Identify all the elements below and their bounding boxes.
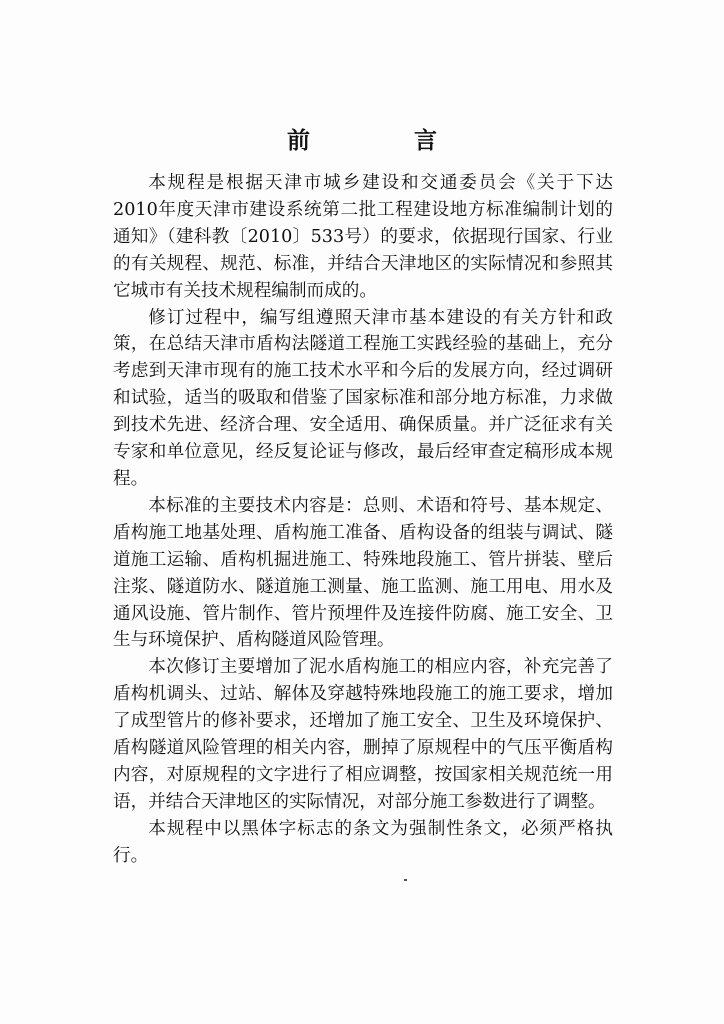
- preface-body: [113, 170, 613, 870]
- paragraph-2: 修订过程中，编写组遵照天津市基本建设的有关方针和政策，在总结天津市盾构法隧道工程施工实践经验的基础上，充分考虑到天津市现有的施工技术水平和今后的发展方向，经过调研和试验，适当的吸取和借鉴了国家标准和部分地方标准，力求做到技术先进、经济合理、安全适用、确保质量。并广泛征求有关专家和单位意见，经反复论证与修改，最后经审查定稿形成本规程。: [113, 307, 613, 489]
- page-title: 前 言: [286, 128, 485, 154]
- scan-speck: [404, 879, 407, 881]
- paragraph-1: 本规程是根据天津市城乡建设和交通委员会《关于下达2010年度天津市建设系统第二批工程建设地方标准编制计划的通知》（建科教〔2010〕533号）的要求，依据现行国家、行业的有关规程、规范、标准，并结合天津地区的实际情况和参照其它城市有关技术规程编制而成的。: [113, 173, 613, 301]
- paragraph-5: 本规程中以黑体字标志的条文为强制性条文，必须严格执行。: [113, 818, 613, 866]
- paragraph-4: 本次修订主要增加了泥水盾构施工的相应内容，补充完善了盾构机调头、过站、解体及穿越特殊地段施工的施工要求，增加了成型管片的修补要求，还增加了施工安全、卫生及环境保护、盾构隧道风险管理的相关内容，删掉了原规程中的气压平衡盾构内容，对原规程的文字进行了相应调整，按国家相关规范统一用语，并结合天津地区的实际情况，对部分施工参数进行了调整。: [113, 657, 613, 812]
- paragraph-3: 本标准的主要技术内容是：总则、术语和符号、基本规定、盾构施工地基处理、盾构施工准备、盾构设备的组装与调试、隧道施工运输、盾构机掘进施工、特殊地段施工、管片拼装、壁后注浆、隧道防水、隧道施工测量、施工监测、施工用电、用水及通风设施、管片制作、管片预埋件及连接件防腐、施工安全、卫生与环境保护、盾构隧道风险管理。: [113, 495, 613, 651]
